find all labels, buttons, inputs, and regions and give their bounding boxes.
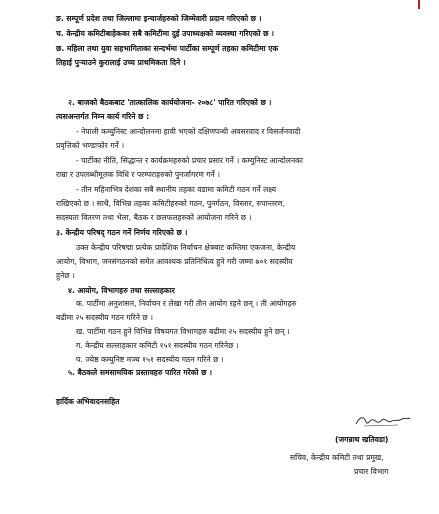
section4-item-kha: ख. पार्टीमा गठन हुने विभिन्न विषयगत विभागहरु बढीमा २५ सदस्यीय हुने छन् । [76,327,290,336]
section2-bullet1-line2: प्रवृत्तिको भण्डाफोर गर्ने । [56,141,125,150]
section3-paragraph-line3: हुनेछ । [56,271,75,280]
section2-bullet2-line2: राम्रा र उपलब्धीमूलक विधि र परम्पराहरुको पुनर्जागरण गर्ने । [56,170,221,179]
section2-bullet1-line1: - नेपाली कम्युनिस्ट आन्दोलनमा हावी भएको दक्षिणपन्थी अवसरवाद र विसर्जनवादी [76,127,301,136]
signatory-name: (जगन्नाथ खतिवडा) [335,435,389,444]
item-chha-line2: तिहाई पुऱ्याउने कुरालाई उच्च प्राथमिकता दिने । [56,58,186,67]
section4-item-ka: क. पार्टीमा अनुशासन, निर्वाचन र लेखा गरी तीन आयोग रहने छन् । ती आयोगहरु [76,299,297,308]
signatory-title-line1: सचिव, केन्द्रीय कमिटी तथा प्रमुख, [290,453,384,462]
section2-bullet2-line1: - पार्टीका नीति, सिद्धान्त र कार्यक्रमहरुको प्रचार प्रसार गर्ने । कम्युनिस्ट आन्दोलनका [76,156,303,165]
signatory-title-line2: प्रचार विभाग [354,467,389,476]
item-gha: ङ. सम्पूर्ण प्रदेश तथा जिल्लामा इन्चार्जहरुको जिम्मेवारी प्रदान गरिएको छ । [56,14,262,23]
section4-item-ka-line2: बढीमा २५ सदस्यीय गठन गरिने छ । [56,313,154,322]
section2-bullet3-line2: राखिएको छ । साथै, विभिन्न तहका कमिटीहरुको गठन, पुनर्गठन, विस्तार, रुपान्तरण, [56,199,286,208]
section2-subheading: त्यसअन्तर्गत निम्न कार्य गरिने छ : [56,112,150,121]
red-corner-mark [418,0,420,9]
item-chha-line1: छ. महिला तथा युवा सहभागिताका सन्दर्भमा पार्टीका सम्पूर्ण तहका कमिटीमा एक [56,44,279,53]
closing-greeting: हार्दिक अभिवादनसहित [56,397,120,406]
section4-heading: ४. आयोग, विभागहरु तथा सल्लाहकार [68,286,175,295]
handwritten-signature [354,412,412,430]
section4-item-ga: ग. केन्द्रीय सल्लाहकार कमिटी १५१ सदस्यीय गठन गरिनेछ । [76,341,239,350]
section2-bullet3-line1: - तीन महिनाभित्र देशका सबै स्थानीय तहका वडामा कमिटी गठन गर्ने लक्ष्य [76,185,277,194]
section4-item-gha: घ. ज्येष्ठ कम्युनिष्ट मञ्च १५१ सदस्यीय गठन गरिने छ । [76,355,224,364]
section3-paragraph-line2: आयोग, विभाग, जनसंगठनको समेत आवश्यक प्रतिनिधित्व हुने गरी जम्मा ७०१ सदस्यीय [56,257,293,266]
section3-paragraph-line1: उक्त केन्द्रीय परिषद्मा प्रत्येक प्रादेशिक निर्वाचन क्षेत्रबाट कम्तिमा एकजना, केन्द्रीय [76,243,296,252]
section5-heading: ५. बैठकले समसामयिक प्रस्तावहरु पारित गरेको छ । [68,368,213,377]
section2-bullet3-line3: सदस्यता वितरण तथा भेला, बैठक र छलफलहरुको आयोजना गरिने छ । [56,213,252,222]
page-top-strip [0,0,439,7]
section2-heading: २. बाजको बैठकबाट 'तात्कालिक कार्ययोजना- २०७८' पारित गरिएको छ । [68,98,272,107]
item-cha: च. केन्द्रीय कमिटीबाहेकका सबै कमिटीमा दुई उपाध्यक्षको व्यवस्था गरिएको छ । [56,29,275,38]
section3-heading: ३. केन्द्रीय परिषद् गठन गर्ने निर्णय गरिएको छ । [56,228,188,237]
